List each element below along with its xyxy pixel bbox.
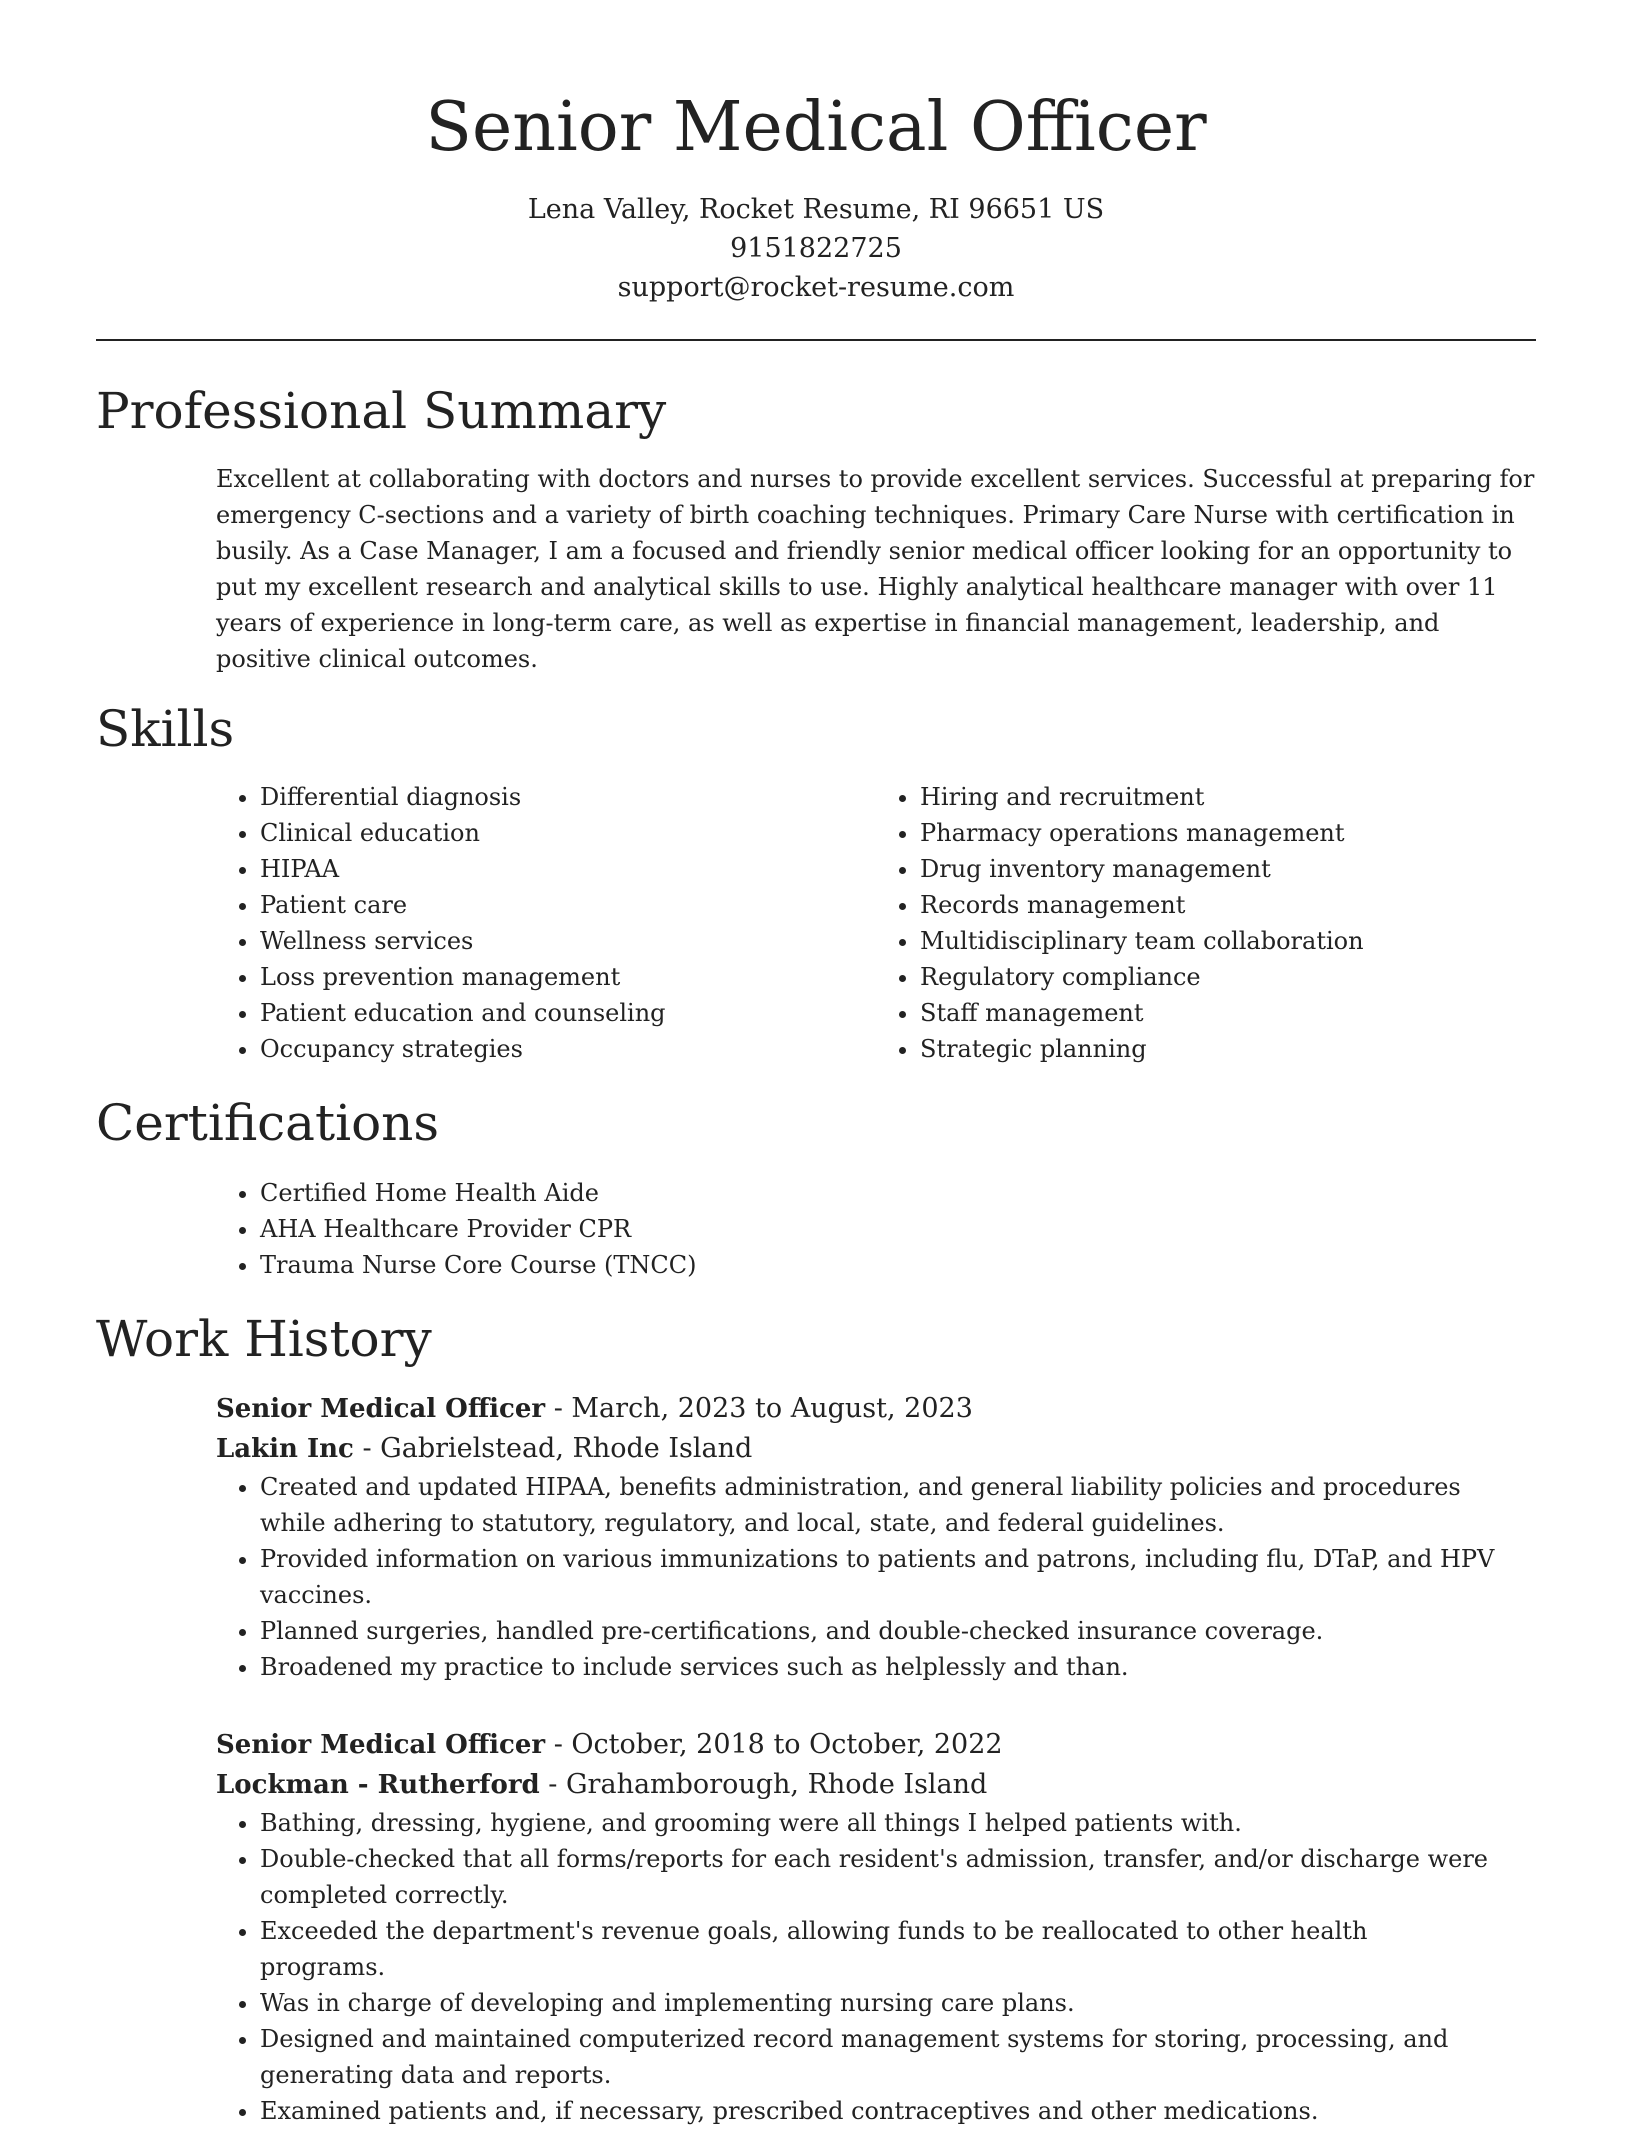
job-company: Lakin Inc <box>216 1434 354 1464</box>
job-duty-item: • Exceeded the department's revenue goals, allowing funds to be reallocated to other health programs. <box>260 1913 1500 1985</box>
certification-item: • Certified Home Health Aide <box>260 1175 1536 1211</box>
skill-item: • Drug inventory management <box>920 851 1536 887</box>
certifications-list <box>216 1175 1536 1283</box>
skill-item: • Loss prevention management <box>260 959 876 995</box>
skill-item: • Staff management <box>920 995 1536 1031</box>
skills-list <box>216 779 1536 1067</box>
skill-item: • Pharmacy operations management <box>920 815 1536 851</box>
job-location: - Gabrielstead, Rhode Island <box>353 1433 753 1464</box>
job-role: Senior Medical Officer <box>216 1394 546 1424</box>
skill-item: • Occupancy strategies <box>260 1031 876 1067</box>
job-duty-item: • Planned surgeries, handled pre-certifications, and double-checked insurance coverage. <box>260 1613 1500 1649</box>
job-dates: - October, 2018 to October, 2022 <box>545 1729 1003 1760</box>
job-duty-item: • Created and updated HIPAA, benefits administration, and general liability policies and procedures while adhering to statutory, regulatory, and local, state, and federal guidelines. <box>260 1469 1500 1541</box>
job-company: Lockman - Rutherford <box>216 1770 540 1800</box>
skill-item: • Clinical education <box>260 815 876 851</box>
work-history-heading: Work History <box>96 1310 432 1368</box>
skill-item: • Multidisciplinary team collaboration <box>920 923 1536 959</box>
job-duty-item: • Bathing, dressing, hygiene, and grooming were all things I helped patients with. <box>260 1805 1500 1841</box>
skill-item: • Regulatory compliance <box>920 959 1536 995</box>
skill-item: • HIPAA <box>260 851 876 887</box>
skill-item: • Patient education and counseling <box>260 995 876 1031</box>
summary-heading: Professional Summary <box>96 382 667 440</box>
contact-address: Lena Valley, Rocket Resume, RI 96651 US <box>527 194 1105 225</box>
job-duty-item: • Examined patients and, if necessary, prescribed contraceptives and other medications. <box>260 2093 1500 2129</box>
resume-page <box>96 0 1536 2129</box>
skill-item: • Patient care <box>260 887 876 923</box>
certification-item: • AHA Healthcare Provider CPR <box>260 1211 1536 1247</box>
skill-item: • Differential diagnosis <box>260 779 876 815</box>
skill-item: • Hiring and recruitment <box>920 779 1536 815</box>
certification-item: • Trauma Nurse Core Course (TNCC) <box>260 1247 1536 1283</box>
job-entry <box>216 1389 1536 1685</box>
contact-phone: 9151822725 <box>730 233 902 264</box>
job-entry <box>216 1725 1536 2129</box>
skill-item: • Strategic planning <box>920 1031 1536 1067</box>
header-divider <box>96 339 1536 341</box>
skills-column-right <box>876 779 1536 1067</box>
job-duties <box>216 1805 1536 2129</box>
skills-heading: Skills <box>96 700 235 758</box>
contact-block <box>96 190 1536 307</box>
job-title-line <box>216 1389 1536 1429</box>
resume-title: Senior Medical Officer <box>425 88 1207 167</box>
job-company-line <box>216 1429 1536 1469</box>
job-title-line <box>216 1725 1536 1765</box>
job-duty-item: • Double-checked that all forms/reports for each resident's admission, transfer, and/or discharge were completed correctly. <box>260 1841 1500 1913</box>
skill-item: • Records management <box>920 887 1536 923</box>
certifications-bullets <box>216 1175 1536 1283</box>
skills-column-left <box>216 779 876 1067</box>
job-role: Senior Medical Officer <box>216 1730 546 1760</box>
job-duties <box>216 1469 1536 1685</box>
job-location: - Grahamborough, Rhode Island <box>539 1769 988 1800</box>
contact-email: support@rocket-resume.com <box>617 272 1015 303</box>
summary-text: Excellent at collaborating with doctors and nurses to provide excellent services. Successful at preparing for emergency C-sections and a variety of birth coaching techniques. Primary Care Nurse with certification in busily. As a Case Manager, I am a focused and friendly senior medical officer looking for an opportunity to put my excellent research and analytical skills to use. Highly analytical healthcare manager with over 11 years of experience in long-term care, as well as expertise in financial management, leadership, and positive clinical outcomes. <box>216 465 1535 673</box>
job-duty-item: • Provided information on various immunizations to patients and patrons, including flu, DTaP, and HPV vaccines. <box>260 1541 1500 1613</box>
job-duty-item: • Was in charge of developing and implementing nursing care plans. <box>260 1985 1500 2021</box>
job-company-line <box>216 1765 1536 1805</box>
job-duty-item: • Broadened my practice to include services such as helplessly and than. <box>260 1649 1500 1685</box>
certifications-heading: Certifications <box>96 1094 440 1152</box>
job-dates: - March, 2023 to August, 2023 <box>545 1393 973 1424</box>
skill-item: • Wellness services <box>260 923 876 959</box>
job-duty-item: • Designed and maintained computerized record management systems for storing, processing, and generating data and reports. <box>260 2021 1500 2093</box>
